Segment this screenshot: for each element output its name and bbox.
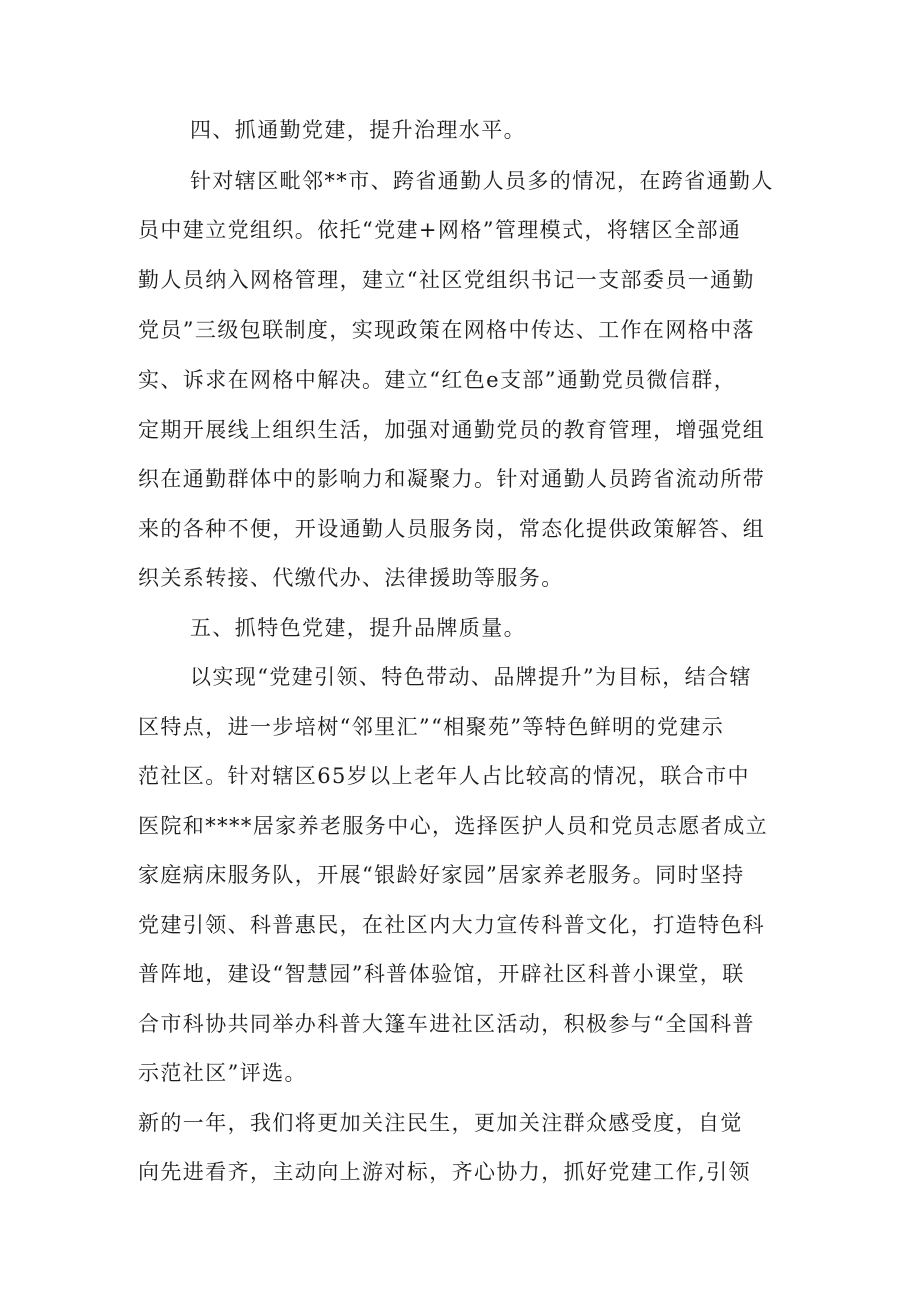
paragraph-line: 针对辖区毗邻**市、跨省通勤人员多的情况，在跨省通勤人 — [190, 169, 774, 193]
heading-section-four: 四、抓通勤党建，提升治理水平。 — [190, 118, 526, 142]
paragraph-line: 织在通勤群体中的影响力和凝聚力。针对通勤人员跨省流动所带 — [138, 467, 766, 491]
paragraph-line: 家庭病床服务队，开展“银龄好家园”居家养老服务。同时坚持 — [138, 863, 745, 887]
closing-paragraph-line: 新的一年，我们将更加关注民生，更加关注群众感受度，自觉 — [138, 1111, 743, 1135]
heading-section-five: 五、抓特色党建，提升品牌质量。 — [190, 616, 526, 640]
paragraph-line: 区特点，进一步培树“邻里汇”“相聚苑”等特色鲜明的党建示 — [138, 715, 725, 739]
paragraph-line: 范社区。针对辖区65岁以上老年人占比较高的情况，联合市中 — [138, 764, 750, 788]
paragraph-line: 合市科协共同举办科普大篷车进社区活动，积极参与“全国科普 — [138, 1012, 755, 1036]
paragraph-line: 员中建立党组织。依托“党建+网格”管理模式，将辖区全部通 — [138, 218, 742, 242]
paragraph-line: 实、诉求在网格中解决。建立“红色e支部”通勤党员微信群， — [138, 368, 737, 392]
paragraph-line: 定期开展线上组织生活，加强对通勤党员的教育管理，增强党组 — [138, 418, 766, 442]
paragraph-line: 织关系转接、代缴代办、法律援助等服务。 — [138, 566, 564, 590]
paragraph-line: 示范社区”评选。 — [138, 1061, 307, 1085]
paragraph-line: 党建引领、科普惠民，在社区内大力宣传科普文化，打造特色科 — [138, 913, 766, 937]
paragraph-line: 党员”三级包联制度，实现政策在网格中传达、工作在网格中落 — [138, 318, 755, 342]
paragraph-line: 以实现“党建引领、特色带动、品牌提升”为目标，结合辖 — [190, 665, 752, 689]
paragraph-line: 勤人员纳入网格管理，建立“社区党组织书记一支部委员一通勤 — [138, 268, 755, 292]
paragraph-line: 普阵地，建设“智慧园”科普体验馆，开辟社区科普小课堂，联 — [138, 962, 745, 986]
closing-paragraph-line: 向先进看齐，主动向上游对标，齐心协力，抓好党建工作,引领 — [138, 1160, 751, 1184]
paragraph-line: 医院和****居家养老服务中心，选择医护人员和党员志愿者成立 — [138, 814, 768, 838]
paragraph-line: 来的各种不便，开设通勤人员服务岗，常态化提供政策解答、组 — [138, 517, 766, 541]
